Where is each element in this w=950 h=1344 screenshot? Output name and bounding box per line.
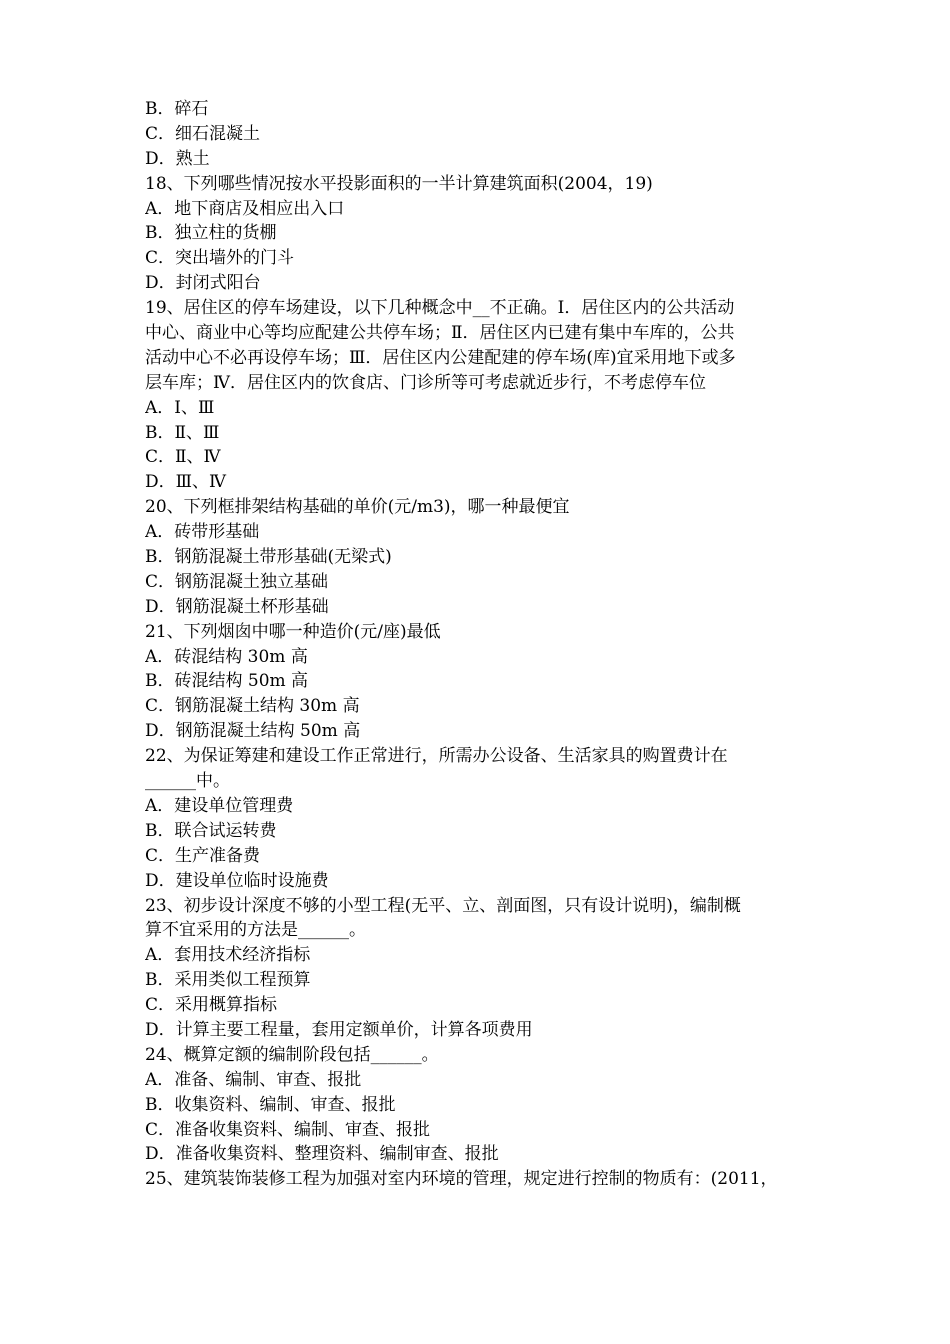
- text-line: B．钢筋混凝土带形基础(无梁式): [145, 547, 392, 568]
- text-line: B．收集资料、编制、审查、报批: [145, 1094, 396, 1115]
- text-line: 算不宜采用的方法是______。: [145, 920, 366, 941]
- text-line: D．钢筋混凝土结构 50m 高: [145, 721, 361, 742]
- text-line: B．Ⅱ、Ⅲ: [145, 422, 220, 443]
- text-line: A．地下商店及相应出入口: [145, 198, 345, 219]
- text-line: A．准备、编制、审查、报批: [145, 1069, 362, 1090]
- question-25: 25、建筑装饰装修工程为加强对室内环境的管理，规定进行控制的物质有：(2011，: [145, 1169, 778, 1190]
- text-line: C．钢筋混凝土结构 30m 高: [145, 696, 360, 717]
- text-line: 中心、商业中心等均应配建公共停车场；Ⅱ．居住区内已建有集中车库的，公共: [145, 323, 735, 344]
- text-line: D．建设单位临时设施费: [145, 870, 329, 891]
- text-line: B．砖混结构 50m 高: [145, 671, 309, 692]
- text-line: D．Ⅲ、Ⅳ: [145, 472, 227, 493]
- question-18: 18、下列哪些情况按水平投影面积的一半计算建筑面积(2004，19): [145, 173, 653, 194]
- text-line: B．碎石: [145, 99, 209, 119]
- text-line: A．建设单位管理费: [145, 795, 294, 816]
- question-22: 22、为保证筹建和建设工作正常进行，所需办公设备、生活家具的购置费计在: [145, 746, 728, 767]
- text-line: B．联合试运转费: [145, 820, 277, 841]
- question-19: 19、居住区的停车场建设，以下几种概念中__不正确。Ⅰ．居住区内的公共活动: [145, 298, 735, 319]
- text-line: B．采用类似工程预算: [145, 970, 311, 991]
- text-line: A．砖混结构 30m 高: [145, 646, 308, 667]
- text-line: D．封闭式阳台: [145, 273, 261, 294]
- text-line: D．熟土: [145, 148, 210, 169]
- document-page: [145, 97, 815, 1192]
- text-line: B．独立柱的货棚: [145, 223, 277, 244]
- text-line: D．钢筋混凝土杯形基础: [145, 596, 329, 617]
- text-line: ______中。: [145, 771, 230, 792]
- text-line: C．突出墙外的门斗: [145, 248, 295, 269]
- question-20: 20、下列框排架结构基础的单价(元/m3)，哪一种最便宜: [145, 497, 570, 518]
- text-line: 活动中心不必再设停车场；Ⅲ．居住区内公建配建的停车场(库)宜采用地下或多: [145, 347, 736, 368]
- text-line: 层车库；Ⅳ．居住区内的饮食店、门诊所等可考虑就近步行，不考虑停车位: [145, 372, 706, 393]
- text-line: C．生产准备费: [145, 845, 261, 866]
- text-line: C．准备收集资料、编制、审查、报批: [145, 1119, 431, 1140]
- text-line: D．计算主要工程量，套用定额单价，计算各项费用: [145, 1019, 533, 1040]
- text-line: A．Ⅰ、Ⅲ: [145, 397, 215, 418]
- text-line: C．钢筋混凝土独立基础: [145, 571, 329, 592]
- text-line: D．准备收集资料、整理资料、编制审查、报批: [145, 1144, 499, 1165]
- text-line: C．采用概算指标: [145, 995, 278, 1016]
- question-24: 24、概算定额的编制阶段包括______。: [145, 1044, 439, 1065]
- text-line: C．Ⅱ、Ⅳ: [145, 447, 221, 468]
- text-line: A．套用技术经济指标: [145, 945, 311, 966]
- text-line: A．砖带形基础: [145, 522, 260, 543]
- question-21: 21、下列烟囱中哪一种造价(元/座)最低: [145, 621, 441, 642]
- question-23: 23、初步设计深度不够的小型工程(无平、立、剖面图，只有设计说明)，编制概: [145, 895, 741, 916]
- text-line: C．细石混凝土: [145, 123, 261, 144]
